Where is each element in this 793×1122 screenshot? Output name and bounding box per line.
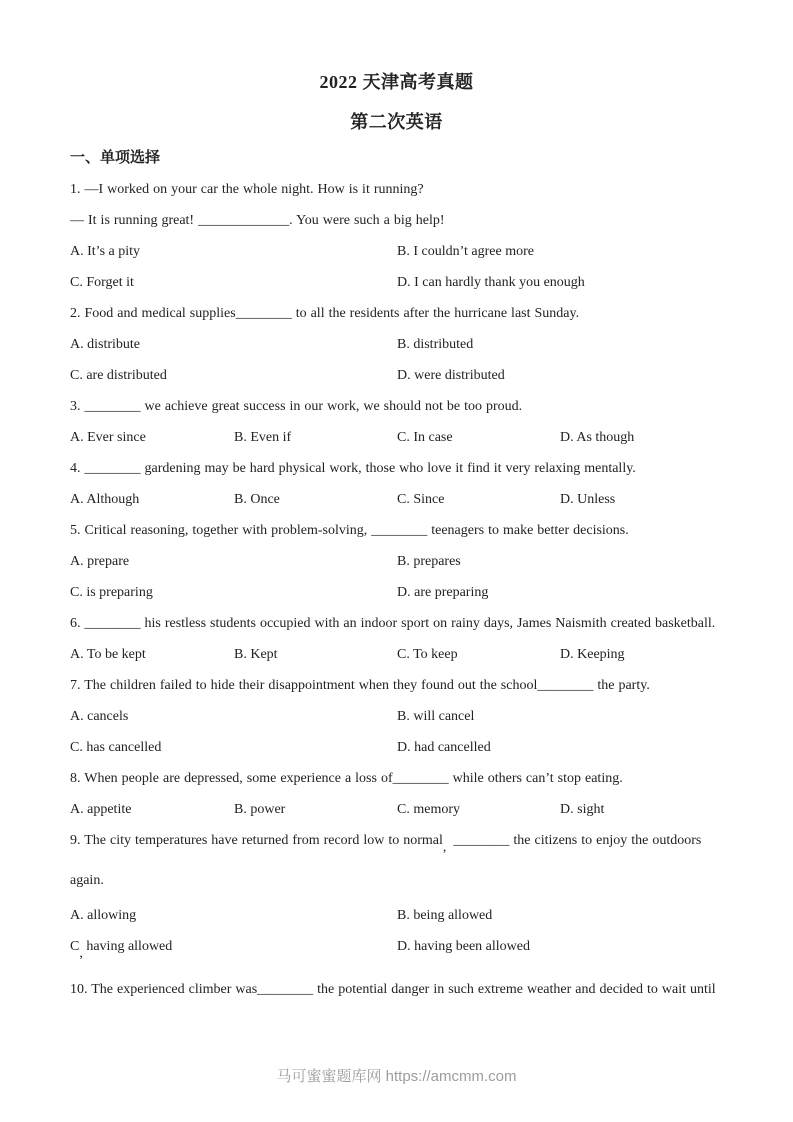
option-label: A. — [70, 709, 84, 724]
option-d — [397, 939, 723, 954]
option-text: cancels — [87, 709, 129, 724]
option-text: Kept — [250, 647, 278, 662]
stem-text-before-comma: 9. The city temperatures have returned from record low to normal — [70, 833, 443, 848]
option-label: C. — [70, 275, 83, 290]
questions-container — [70, 182, 723, 997]
option-label: A. — [70, 492, 84, 507]
section-heading: 一、单项选择 — [70, 150, 161, 166]
question-stem: 5. Critical reasoning, together with problem-solving, ________ teenagers to make better decisions. — [70, 523, 629, 538]
question-block-4 — [70, 461, 723, 507]
option-label: C — [70, 939, 80, 954]
question-block-3 — [70, 399, 723, 445]
option-text: are distributed — [86, 368, 167, 383]
option-label: C. — [397, 802, 410, 817]
option-text: Even if — [250, 430, 292, 445]
option-text: is preparing — [86, 585, 153, 600]
options-row — [70, 802, 723, 817]
option-text: To keep — [413, 647, 458, 662]
question-stem: 6. ________ his restless students occupied with an indoor sport on rainy days, James Naismith created basketball. — [70, 616, 716, 631]
option-label: B. — [234, 492, 247, 507]
option-text: Once — [250, 492, 280, 507]
option-d — [560, 492, 723, 507]
question-block-2 — [70, 306, 723, 383]
question-stem: 10. The experienced climber was________ the potential danger in such extreme weather and decided to wait until — [70, 982, 716, 997]
option-b — [234, 430, 397, 445]
option-a — [70, 647, 234, 662]
question-block-5 — [70, 523, 723, 600]
question-block-10 — [70, 982, 723, 997]
question-stem: 4. ________ gardening may be hard physical work, those who love it find it very relaxing mentally. — [70, 461, 636, 476]
option-label: D. — [560, 802, 574, 817]
option-a — [70, 802, 234, 817]
option-d — [560, 647, 723, 662]
option-d — [560, 802, 723, 817]
option-b — [397, 337, 723, 352]
option-c — [397, 492, 560, 507]
option-a — [70, 430, 234, 445]
option-a — [70, 554, 397, 569]
option-text: Unless — [577, 492, 616, 507]
options-row — [70, 430, 723, 445]
question-stem: 1. —I worked on your car the whole night. How is it running? — [70, 182, 424, 197]
option-label: D. — [560, 492, 574, 507]
option-text: distribute — [87, 337, 141, 352]
option-text: appetite — [87, 802, 132, 817]
page-content — [0, 72, 793, 997]
option-label: A. — [70, 430, 84, 445]
option-text: were distributed — [414, 368, 505, 383]
option-text: In case — [413, 430, 453, 445]
option-label: C. — [70, 740, 83, 755]
option-d — [397, 368, 723, 383]
option-text: Keeping — [577, 647, 625, 662]
question-block-1 — [70, 182, 723, 290]
option-text: had cancelled — [414, 740, 491, 755]
option-a — [70, 492, 234, 507]
option-b — [234, 647, 397, 662]
option-label: D. — [397, 275, 411, 290]
question-stem: 2. Food and medical supplies________ to all the residents after the hurricane last Sunday. — [70, 306, 580, 321]
options-row — [70, 740, 723, 755]
options-row — [70, 337, 723, 352]
option-b — [397, 554, 723, 569]
options-row — [70, 647, 723, 662]
option-d — [560, 430, 723, 445]
option-label: A. — [70, 337, 84, 352]
option-text: Ever since — [87, 430, 146, 445]
option-label: B. — [397, 337, 410, 352]
option-label: A. — [70, 647, 84, 662]
question-stem: 7. The children failed to hide their disappointment when they found out the school________ the party. — [70, 678, 650, 693]
option-b — [234, 802, 397, 817]
option-text: having been allowed — [414, 939, 530, 954]
question-stem: 3. ________ we achieve great success in our work, we should not be too proud. — [70, 399, 523, 414]
option-c — [70, 939, 397, 961]
question-block-8 — [70, 771, 723, 817]
options-row — [70, 709, 723, 724]
option-text: distributed — [413, 337, 474, 352]
option-label: B. — [397, 244, 410, 259]
option-label: B. — [397, 709, 410, 724]
option-c — [70, 368, 397, 383]
option-label: C. — [397, 430, 410, 445]
stem-text-after-comma: ________ the citizens to enjoy the outdoors — [453, 833, 702, 848]
options-row — [70, 244, 723, 259]
options-row — [70, 585, 723, 600]
option-text: will cancel — [413, 709, 475, 724]
options-row — [70, 275, 723, 290]
option-text: allowing — [87, 908, 137, 923]
option-b — [397, 709, 723, 724]
question-stem-wrap: again. — [70, 873, 104, 888]
footer-credit: 马可蜜蜜题库网 https://amcmm.com — [276, 1068, 517, 1085]
options-row — [70, 939, 723, 961]
option-text: having allowed — [86, 939, 173, 954]
option-b — [397, 908, 723, 923]
page-subtitle: 第二次英语 — [350, 112, 443, 132]
option-label: A. — [70, 244, 84, 259]
option-label: B. — [397, 908, 410, 923]
options-row — [70, 492, 723, 507]
option-text: It’s a pity — [87, 244, 141, 259]
option-label: D. — [397, 368, 411, 383]
option-b — [234, 492, 397, 507]
option-c — [397, 802, 560, 817]
option-d — [397, 275, 723, 290]
question-stem — [70, 833, 723, 855]
option-label: A. — [70, 908, 84, 923]
option-label: D. — [397, 740, 411, 755]
option-text: Since — [413, 492, 445, 507]
option-label: D. — [560, 647, 574, 662]
dropped-comma: , — [442, 840, 447, 855]
option-label: C. — [70, 585, 83, 600]
option-text: being allowed — [413, 908, 493, 923]
option-label: B. — [234, 802, 247, 817]
option-c — [397, 430, 560, 445]
option-label: C. — [397, 492, 410, 507]
option-c — [70, 585, 397, 600]
option-label: B. — [397, 554, 410, 569]
option-text: I can hardly thank you enough — [414, 275, 585, 290]
option-a — [70, 709, 397, 724]
question-block-9 — [70, 833, 723, 961]
option-text: As though — [576, 430, 635, 445]
option-label: D. — [397, 939, 411, 954]
dropped-comma: , — [79, 946, 83, 961]
option-text: prepares — [413, 554, 461, 569]
option-text: I couldn’t agree more — [413, 244, 534, 259]
options-row — [70, 368, 723, 383]
options-row — [70, 554, 723, 569]
option-label: D. — [397, 585, 411, 600]
option-c — [70, 275, 397, 290]
option-label: B. — [234, 430, 247, 445]
option-text: To be kept — [86, 647, 146, 662]
option-label: C. — [70, 368, 83, 383]
option-text: sight — [577, 802, 605, 817]
option-text: memory — [413, 802, 460, 817]
option-b — [397, 244, 723, 259]
option-label: D. — [560, 430, 574, 445]
option-d — [397, 740, 723, 755]
option-c — [70, 740, 397, 755]
option-d — [397, 585, 723, 600]
option-a — [70, 244, 397, 259]
question-block-6 — [70, 616, 723, 662]
option-label: A. — [70, 554, 84, 569]
option-label: C. — [397, 647, 410, 662]
option-a — [70, 908, 397, 923]
option-c — [397, 647, 560, 662]
option-text: power — [250, 802, 286, 817]
option-text: are preparing — [414, 585, 489, 600]
option-text: has cancelled — [86, 740, 162, 755]
option-label: A. — [70, 802, 84, 817]
option-a — [70, 337, 397, 352]
question-block-7 — [70, 678, 723, 755]
option-text: Although — [86, 492, 140, 507]
question-stem: — It is running great! _____________. You were such a big help! — [70, 213, 445, 228]
option-text: prepare — [87, 554, 130, 569]
page-title: 2022 天津高考真题 — [319, 72, 474, 92]
options-row — [70, 908, 723, 923]
option-label: B. — [234, 647, 247, 662]
question-stem: 8. When people are depressed, some experience a loss of________ while others can’t stop eating. — [70, 771, 623, 786]
option-text: Forget it — [86, 275, 134, 290]
